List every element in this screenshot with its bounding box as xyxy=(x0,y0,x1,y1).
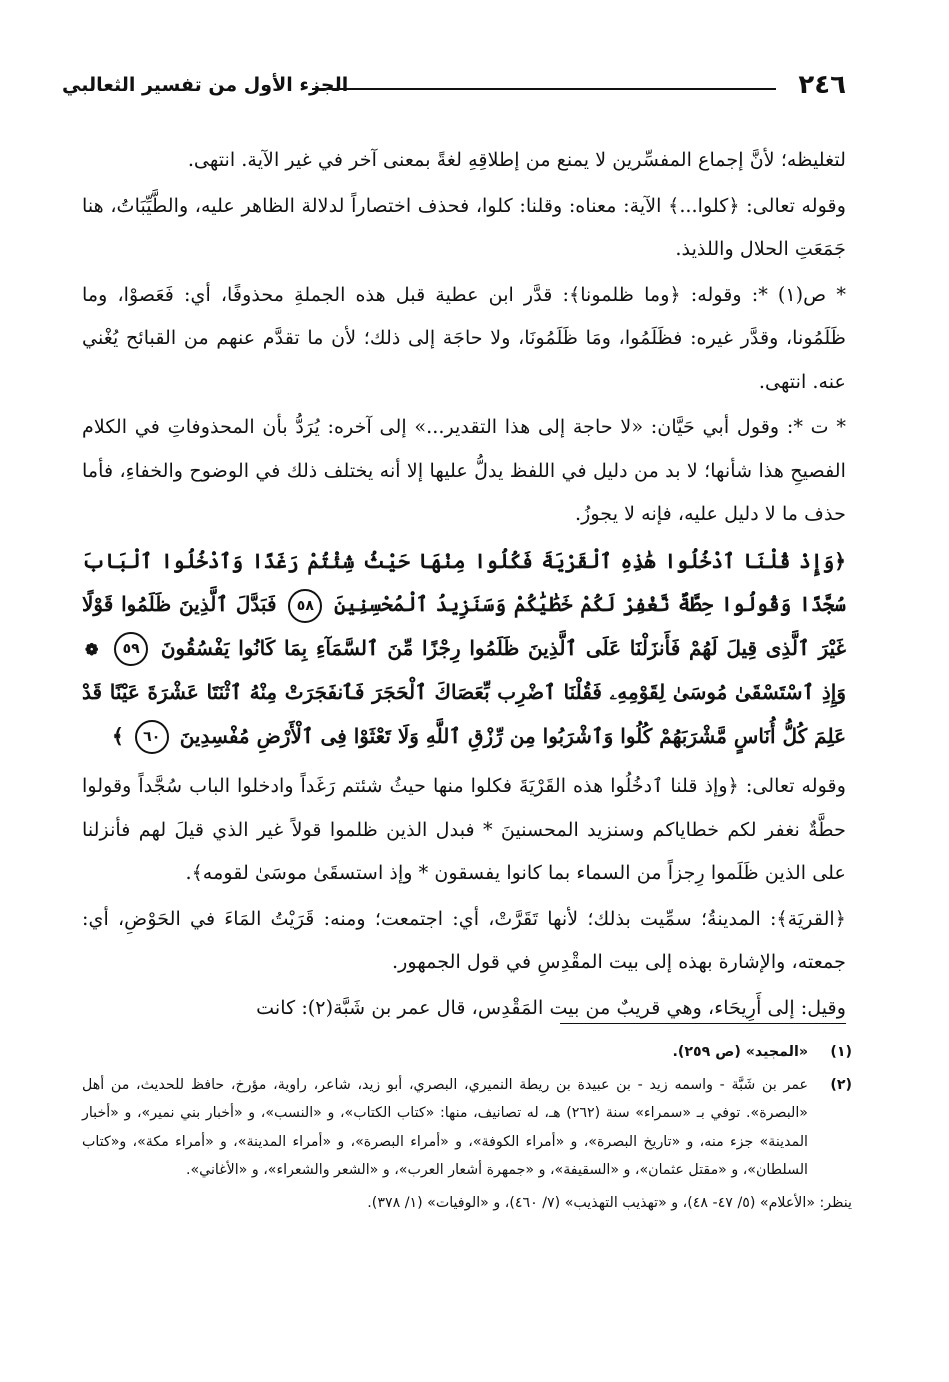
paragraph: وقيل: إلى أَرِيحَاء، وهي قريبٌ من بيت المَقْدِس، قال عمر بن شَبَّة(٢): كانت xyxy=(256,995,846,1019)
footnote-rule xyxy=(560,1023,846,1024)
quran-verse-59: فَبَدَّلَ ٱلَّذِينَ ظَلَمُوا قَوْلًا غَيْرَ ٱلَّذِى قِيلَ لَهُمْ فَأَنزَلْنَا عَلَى ٱلَّذِينَ ظَلَمُوا رِجْزًا مِّنَ ٱلسَّمَآءِ بِمَا كَانُوا يَفْسُقُونَ xyxy=(82,592,846,660)
page-number: ٢٤٦ xyxy=(798,70,846,100)
quran-open-bracket: ﴿ xyxy=(834,548,846,573)
footnotes xyxy=(82,1038,852,1221)
running-title: الجزء الأول من تفسير الثعالبي xyxy=(62,74,349,96)
footnote-item xyxy=(82,1038,852,1067)
main-text xyxy=(82,138,846,1031)
footnote-text: عمر بن شَبَّة - واسمه زيد - بن عبيدة بن ريطة النميري، البصري، أبو زيد، شاعر، راوية، مؤرخ، حافظ للحديث، من أهل «البصرة». توفي بـ «سمراء» سنة (٢٦٢) هـ، له تصانيف، منها: «كتاب الكتاب»، و «النسب»، و «أخبار بني نمير»، و «أخبار المدينة» جزء منه، و «تاريخ البصرة»، و «أمراء الكوفة»، و «أمراء البصرة»، و «أمراء المدينة»، و «أمراء مكة»، و«كتاب السلطان»، و «مقتل عثمان»، و «السقيفة»، و «جمهرة أشعار العرب»، و «الشعر والشعراء»، و «الأغاني». xyxy=(82,1076,808,1178)
ayah-number-60: ٦٠ xyxy=(135,720,169,754)
paragraph: ﴿القريَة﴾: المدينةُ؛ سمِّيت بذلك؛ لأنها تَقَرَّتْ، أي: اجتمعت؛ ومنه: قَرَيْتُ المَاءَ في الحَوْضِ، أي: جمعته، والإشارة بهذه إلى بيت المقْدِسِ في قول الجمهور. xyxy=(82,906,846,973)
footnote-number: (٢) xyxy=(830,1076,852,1093)
paragraph: * ص(١) *: وقوله: ﴿وما ظلمونا﴾: قدَّر ابن عطية قبل هذه الجملةِ محذوفًا، أي: فَعَصوْا، وما ظَلَمُونا، وقدَّر غيره: فظَلَمُوا، ومَا ظَلَمُونَا، ولا حاجَة إلى ذلك؛ لأن ما تقدَّم عنهم من القبائح يُغْني عنه. انتهى. xyxy=(82,282,846,393)
quran-close-bracket: ﴾ xyxy=(112,723,124,748)
paragraph: وقوله تعالى: ﴿وإذ قلنا ٱدخُلُوا هذه القَرْيَةَ فكلوا منها حيثُ شئتم رَغَداً وادخلوا الباب سُجَّداً وقولوا حطَّةٌ نغفر لكم خطاياكم وسنزيد المحسنينَ * فبدل الذين ظلموا قولاً غير الذي قيلَ لهم فأنزلنا على الذين ظَلَموا رِجزاً من السماء بما كانوا يفسقون * وإذ استسقَىٰ موسَىٰ لقومه﴾. xyxy=(82,774,846,884)
footnote-reference: ينظر: «الأعلام» (٥/ ٤٧- ٤٨)، و «تهذيب التهذيب» (٧/ ٤٦٠)، و «الوفيات» (١/ ٣٧٨). xyxy=(367,1194,852,1211)
footnote-number: (١) xyxy=(830,1044,852,1060)
paragraph: لتغليظه؛ لأنَّ إجماع المفسِّرين لا يمنع من إطلاقِهِ لغةً بمعنى آخر في غير الآية. انتهى. xyxy=(187,148,846,171)
quran-verse-58: وَإِذْ قُلْنَا ٱدْخُلُوا هَٰذِهِ ٱلْقَرْيَةَ فَكُلُوا مِنْهَا حَيْثُ شِئْتُمْ رَغَدًا وَٱدْخُلُوا ٱلْبَابَ سُجَّدًا وَقُولُوا حِطَّةٌ نَّغْفِرْ لَكُمْ خَطَٰيَٰكُمْ وَسَنَزِيدُ ٱلْمُحْسِنِينَ xyxy=(82,548,846,616)
header-rule xyxy=(312,88,776,90)
ayah-number-58: ٥٨ xyxy=(288,589,322,623)
paragraph: * ت *: وقول أبي حَيَّان: «لا حاجة إلى هذا التقدير...» إلى آخره: يُرَدُّ بأن المحذوفاتِ في الكلام الفصيحِ هذا شأنها؛ لا بد من دليل في اللفظ يدلُّ عليها إلا أنه يختلف ذلك في الوضوح والخفاءِ، فأما حذف ما لا دليل عليه، فإنه لا يجوزُ. xyxy=(82,415,846,525)
footnote-text: «المجيد» (ص ٢٥٩). xyxy=(672,1044,808,1060)
quran-passage xyxy=(82,540,846,759)
verse-separator-icon: ❁ xyxy=(85,639,99,659)
quran-verse-60: وَإِذِ ٱسْتَسْقَىٰ مُوسَىٰ لِقَوْمِهِۦ فَقُلْنَا ٱضْرِب بِّعَصَاكَ ٱلْحَجَرَ فَٱنفَجَرَتْ مِنْهُ ٱثْنَتَا عَشْرَةَ عَيْنًا قَدْ عَلِمَ كُلُّ أُنَاسٍ مَّشْرَبَهُمْ كُلُوا وَٱشْرَبُوا مِن رِّزْقِ ٱللَّهِ وَلَا تَعْثَوْا فِى ٱلْأَرْضِ مُفْسِدِينَ xyxy=(82,680,846,748)
footnote-item xyxy=(82,1071,852,1185)
paragraph: وقوله تعالى: ﴿كلوا...﴾ الآية: معناه: وقلنا: كلوا، فحذف اختصاراً لدلالة الظاهر عليه، والطَّيِّبَاتُ، هنا جَمَعَتِ الحلال واللذيذ. xyxy=(82,193,846,260)
page-header xyxy=(62,70,846,106)
ayah-number-59: ٥٩ xyxy=(114,632,148,666)
